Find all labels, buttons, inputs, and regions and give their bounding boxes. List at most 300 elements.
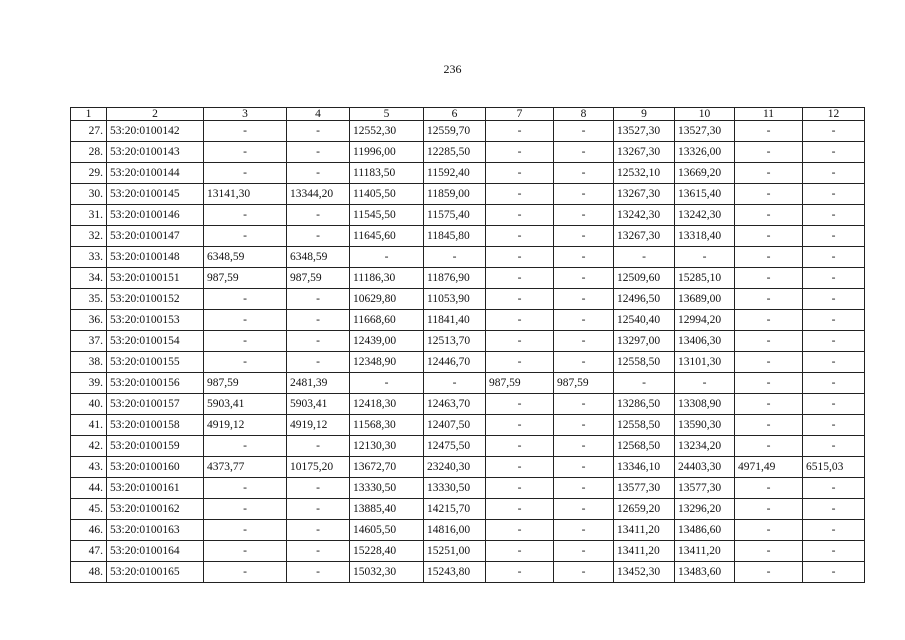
table-cell-col-8: - [554, 268, 614, 289]
table-cell-col-2: 53:20:0100154 [107, 331, 204, 352]
column-header-3: 3 [204, 108, 287, 121]
table-cell-col-11: - [735, 142, 803, 163]
table-cell-col-7: 987,59 [486, 373, 554, 394]
table-cell-col-2: 53:20:0100155 [107, 352, 204, 373]
table-cell-col-5: 10629,80 [350, 289, 424, 310]
table-cell-col-11: - [735, 268, 803, 289]
table-cell-col-8: - [554, 121, 614, 142]
table-cell-col-11: - [735, 121, 803, 142]
table-cell-col-12: - [803, 268, 865, 289]
table-cell-col-2: 53:20:0100145 [107, 184, 204, 205]
table-cell-col-5: 11186,30 [350, 268, 424, 289]
table-cell-col-4: - [287, 520, 350, 541]
table-cell-col-4: - [287, 478, 350, 499]
table-cell-col-9: 13411,20 [614, 520, 675, 541]
table-cell-col-7: - [486, 436, 554, 457]
table-cell-col-9: 12496,50 [614, 289, 675, 310]
table-cell-col-8: - [554, 226, 614, 247]
table-row [71, 289, 865, 310]
table-cell-col-4: - [287, 121, 350, 142]
table-cell-col-5: 12418,30 [350, 394, 424, 415]
table-row [71, 499, 865, 520]
table-cell-col-7: - [486, 226, 554, 247]
table-cell-col-6: 23240,30 [424, 457, 486, 478]
table-cell-col-5: 11668,60 [350, 310, 424, 331]
table-cell-col-1: 48. [71, 562, 107, 583]
table-cell-col-11: - [735, 394, 803, 415]
table-cell-col-2: 53:20:0100144 [107, 163, 204, 184]
table-cell-col-1: 44. [71, 478, 107, 499]
table-cell-col-11: - [735, 352, 803, 373]
table-cell-col-12: - [803, 184, 865, 205]
table-row [71, 562, 865, 583]
table-cell-col-8: - [554, 520, 614, 541]
table-cell-col-1: 41. [71, 415, 107, 436]
table-cell-col-3: 13141,30 [204, 184, 287, 205]
table-cell-col-3: 987,59 [204, 268, 287, 289]
table-cell-col-12: - [803, 226, 865, 247]
table-cell-col-11: - [735, 478, 803, 499]
table-cell-col-7: - [486, 415, 554, 436]
table-cell-col-11: - [735, 289, 803, 310]
table-cell-col-10: 13234,20 [675, 436, 735, 457]
table-cell-col-7: - [486, 331, 554, 352]
table-cell-col-7: - [486, 205, 554, 226]
table-cell-col-5: 11996,00 [350, 142, 424, 163]
table-cell-col-10: 13669,20 [675, 163, 735, 184]
table-cell-col-12: - [803, 142, 865, 163]
table-cell-col-6: 12285,50 [424, 142, 486, 163]
table-cell-col-5: 12552,30 [350, 121, 424, 142]
table-cell-col-6: 14215,70 [424, 499, 486, 520]
table-cell-col-6: 11592,40 [424, 163, 486, 184]
table-cell-col-10: 12994,20 [675, 310, 735, 331]
table-cell-col-6: 13330,50 [424, 478, 486, 499]
table-cell-col-4: - [287, 331, 350, 352]
table-cell-col-8: - [554, 352, 614, 373]
table-cell-col-3: - [204, 121, 287, 142]
table-cell-col-3: - [204, 541, 287, 562]
table-cell-col-12: - [803, 415, 865, 436]
column-header-6: 6 [424, 108, 486, 121]
table-cell-col-9: 12532,10 [614, 163, 675, 184]
table-cell-col-2: 53:20:0100143 [107, 142, 204, 163]
table-cell-col-3: - [204, 478, 287, 499]
table-cell-col-2: 53:20:0100164 [107, 541, 204, 562]
table-cell-col-11: - [735, 205, 803, 226]
table-cell-col-10: - [675, 247, 735, 268]
table-cell-col-11: - [735, 310, 803, 331]
column-header-8: 8 [554, 108, 614, 121]
table-cell-col-12: 6515,03 [803, 457, 865, 478]
table-cell-col-10: 13689,00 [675, 289, 735, 310]
table-cell-col-12: - [803, 478, 865, 499]
table-cell-col-10: 13296,20 [675, 499, 735, 520]
table-cell-col-12: - [803, 289, 865, 310]
table-cell-col-10: 13577,30 [675, 478, 735, 499]
table-cell-col-10: 13411,20 [675, 541, 735, 562]
table-cell-col-7: - [486, 247, 554, 268]
table-cell-col-2: 53:20:0100146 [107, 205, 204, 226]
table-cell-col-1: 46. [71, 520, 107, 541]
table-cell-col-11: 4971,49 [735, 457, 803, 478]
table-cell-col-3: - [204, 226, 287, 247]
table-cell-col-7: - [486, 394, 554, 415]
table-cell-col-6: 11859,00 [424, 184, 486, 205]
table-cell-col-10: 13318,40 [675, 226, 735, 247]
table-row [71, 121, 865, 142]
column-header-9: 9 [614, 108, 675, 121]
table-cell-col-7: - [486, 184, 554, 205]
table-cell-col-6: 12559,70 [424, 121, 486, 142]
table-cell-col-1: 39. [71, 373, 107, 394]
table-row [71, 415, 865, 436]
table-cell-col-10: 13486,60 [675, 520, 735, 541]
table-cell-col-7: - [486, 163, 554, 184]
table-cell-col-4: 987,59 [287, 268, 350, 289]
table-cell-col-5: 12348,90 [350, 352, 424, 373]
table-cell-col-9: 13452,30 [614, 562, 675, 583]
table-cell-col-12: - [803, 373, 865, 394]
table-cell-col-2: 53:20:0100157 [107, 394, 204, 415]
table-cell-col-6: - [424, 247, 486, 268]
table-cell-col-6: 11053,90 [424, 289, 486, 310]
table-cell-col-6: 15243,80 [424, 562, 486, 583]
table-cell-col-12: - [803, 394, 865, 415]
header-row [71, 108, 865, 121]
table-row [71, 436, 865, 457]
table-cell-col-6: 12463,70 [424, 394, 486, 415]
table-cell-col-7: - [486, 289, 554, 310]
table-cell-col-9: 12568,50 [614, 436, 675, 457]
table-cell-col-7: - [486, 352, 554, 373]
table-cell-col-7: - [486, 268, 554, 289]
table-cell-col-4: - [287, 436, 350, 457]
table-row [71, 520, 865, 541]
table-cell-col-3: - [204, 499, 287, 520]
table-cell-col-5: - [350, 373, 424, 394]
table-cell-col-5: - [350, 247, 424, 268]
column-header-12: 12 [803, 108, 865, 121]
table-cell-col-7: - [486, 562, 554, 583]
table-cell-col-9: 13411,20 [614, 541, 675, 562]
table-cell-col-8: 987,59 [554, 373, 614, 394]
table-cell-col-6: 11575,40 [424, 205, 486, 226]
table-cell-col-8: - [554, 415, 614, 436]
table-cell-col-9: 13286,50 [614, 394, 675, 415]
table-cell-col-3: - [204, 520, 287, 541]
table-cell-col-3: - [204, 163, 287, 184]
table-cell-col-6: 12407,50 [424, 415, 486, 436]
table-cell-col-3: - [204, 205, 287, 226]
table-cell-col-5: 13330,50 [350, 478, 424, 499]
table-cell-col-1: 42. [71, 436, 107, 457]
table-cell-col-7: - [486, 541, 554, 562]
table-cell-col-9: 12540,40 [614, 310, 675, 331]
table-row [71, 205, 865, 226]
table-cell-col-6: 14816,00 [424, 520, 486, 541]
table-cell-col-8: - [554, 310, 614, 331]
table-cell-col-6: - [424, 373, 486, 394]
table-cell-col-5: 11545,50 [350, 205, 424, 226]
table-cell-col-3: - [204, 289, 287, 310]
table-cell-col-1: 28. [71, 142, 107, 163]
table-cell-col-2: 53:20:0100142 [107, 121, 204, 142]
column-header-1: 1 [71, 108, 107, 121]
table-cell-col-11: - [735, 436, 803, 457]
table-cell-col-10: 13101,30 [675, 352, 735, 373]
table-cell-col-5: 11568,30 [350, 415, 424, 436]
table-cell-col-5: 13885,40 [350, 499, 424, 520]
table-cell-col-11: - [735, 163, 803, 184]
table-cell-col-2: 53:20:0100148 [107, 247, 204, 268]
table-cell-col-10: - [675, 373, 735, 394]
column-header-4: 4 [287, 108, 350, 121]
table-cell-col-4: 4919,12 [287, 415, 350, 436]
table-cell-col-1: 43. [71, 457, 107, 478]
table-row [71, 352, 865, 373]
table-cell-col-9: 13267,30 [614, 184, 675, 205]
table-cell-col-6: 15251,00 [424, 541, 486, 562]
table-cell-col-3: 4373,77 [204, 457, 287, 478]
table-cell-col-10: 13406,30 [675, 331, 735, 352]
table-cell-col-10: 13483,60 [675, 562, 735, 583]
table-cell-col-8: - [554, 331, 614, 352]
table-cell-col-9: 12558,50 [614, 415, 675, 436]
table-cell-col-11: - [735, 226, 803, 247]
table-header [71, 108, 865, 121]
table-cell-col-9: 12659,20 [614, 499, 675, 520]
table-cell-col-9: 13242,30 [614, 205, 675, 226]
data-table [70, 107, 865, 583]
table-cell-col-1: 40. [71, 394, 107, 415]
table-cell-col-6: 11876,90 [424, 268, 486, 289]
table-cell-col-6: 11845,80 [424, 226, 486, 247]
table-cell-col-8: - [554, 142, 614, 163]
table-cell-col-9: 13527,30 [614, 121, 675, 142]
table-cell-col-9: 13346,10 [614, 457, 675, 478]
table-cell-col-8: - [554, 457, 614, 478]
table-cell-col-3: 4919,12 [204, 415, 287, 436]
table-cell-col-4: - [287, 541, 350, 562]
table-cell-col-2: 53:20:0100163 [107, 520, 204, 541]
table-cell-col-2: 53:20:0100151 [107, 268, 204, 289]
table-cell-col-7: - [486, 457, 554, 478]
table-cell-col-6: 12513,70 [424, 331, 486, 352]
table-cell-col-11: - [735, 373, 803, 394]
table-cell-col-5: 12439,00 [350, 331, 424, 352]
table-row [71, 226, 865, 247]
table-cell-col-7: - [486, 142, 554, 163]
table-cell-col-8: - [554, 436, 614, 457]
table-cell-col-3: 987,59 [204, 373, 287, 394]
table-cell-col-12: - [803, 163, 865, 184]
table-cell-col-4: 10175,20 [287, 457, 350, 478]
table-cell-col-1: 45. [71, 499, 107, 520]
table-cell-col-1: 30. [71, 184, 107, 205]
table-cell-col-11: - [735, 415, 803, 436]
table-cell-col-8: - [554, 562, 614, 583]
table-cell-col-2: 53:20:0100156 [107, 373, 204, 394]
table-cell-col-8: - [554, 478, 614, 499]
table-cell-col-1: 29. [71, 163, 107, 184]
table-cell-col-9: 13577,30 [614, 478, 675, 499]
table-cell-col-3: - [204, 352, 287, 373]
table-row [71, 331, 865, 352]
table-cell-col-5: 15032,30 [350, 562, 424, 583]
table-cell-col-2: 53:20:0100153 [107, 310, 204, 331]
table-cell-col-11: - [735, 184, 803, 205]
table-cell-col-8: - [554, 163, 614, 184]
table-cell-col-4: - [287, 142, 350, 163]
table-row [71, 457, 865, 478]
table-cell-col-6: 12475,50 [424, 436, 486, 457]
table-cell-col-12: - [803, 541, 865, 562]
table-cell-col-8: - [554, 184, 614, 205]
table-cell-col-2: 53:20:0100165 [107, 562, 204, 583]
column-header-2: 2 [107, 108, 204, 121]
table-cell-col-2: 53:20:0100160 [107, 457, 204, 478]
table-cell-col-8: - [554, 289, 614, 310]
column-header-11: 11 [735, 108, 803, 121]
table-body [71, 121, 865, 583]
table-cell-col-12: - [803, 499, 865, 520]
table-cell-col-11: - [735, 520, 803, 541]
table-cell-col-11: - [735, 247, 803, 268]
table-cell-col-9: - [614, 247, 675, 268]
table-cell-col-7: - [486, 478, 554, 499]
table-row [71, 268, 865, 289]
column-header-7: 7 [486, 108, 554, 121]
table-cell-col-11: - [735, 541, 803, 562]
table-cell-col-12: - [803, 331, 865, 352]
table-cell-col-9: 13267,30 [614, 226, 675, 247]
table-cell-col-2: 53:20:0100152 [107, 289, 204, 310]
table-cell-col-2: 53:20:0100159 [107, 436, 204, 457]
table-cell-col-3: 5903,41 [204, 394, 287, 415]
table-cell-col-7: - [486, 121, 554, 142]
table-cell-col-10: 13590,30 [675, 415, 735, 436]
table-cell-col-3: - [204, 436, 287, 457]
table-cell-col-9: 12558,50 [614, 352, 675, 373]
table-row [71, 394, 865, 415]
column-header-10: 10 [675, 108, 735, 121]
table-row [71, 310, 865, 331]
table-row [71, 184, 865, 205]
table-cell-col-2: 53:20:0100147 [107, 226, 204, 247]
table-cell-col-1: 34. [71, 268, 107, 289]
table-cell-col-1: 36. [71, 310, 107, 331]
table-cell-col-4: - [287, 499, 350, 520]
table-cell-col-12: - [803, 520, 865, 541]
table-cell-col-4: 6348,59 [287, 247, 350, 268]
table-cell-col-12: - [803, 121, 865, 142]
table-cell-col-5: 11183,50 [350, 163, 424, 184]
table-cell-col-3: - [204, 310, 287, 331]
table-cell-col-4: 5903,41 [287, 394, 350, 415]
table-cell-col-4: - [287, 310, 350, 331]
table-cell-col-1: 31. [71, 205, 107, 226]
table-cell-col-4: - [287, 163, 350, 184]
table-cell-col-5: 14605,50 [350, 520, 424, 541]
page-number: 236 [443, 62, 462, 76]
table-cell-col-3: 6348,59 [204, 247, 287, 268]
table-cell-col-9: 13297,00 [614, 331, 675, 352]
table-cell-col-10: 13326,00 [675, 142, 735, 163]
table-row [71, 142, 865, 163]
table-cell-col-2: 53:20:0100162 [107, 499, 204, 520]
table-cell-col-1: 47. [71, 541, 107, 562]
table-cell-col-5: 15228,40 [350, 541, 424, 562]
table-cell-col-9: - [614, 373, 675, 394]
table-cell-col-10: 13615,40 [675, 184, 735, 205]
table-cell-col-1: 32. [71, 226, 107, 247]
table-cell-col-4: - [287, 562, 350, 583]
table-row [71, 373, 865, 394]
table-cell-col-11: - [735, 499, 803, 520]
table-cell-col-7: - [486, 499, 554, 520]
table-cell-col-8: - [554, 247, 614, 268]
table-cell-col-7: - [486, 310, 554, 331]
table-cell-col-4: 2481,39 [287, 373, 350, 394]
table-cell-col-8: - [554, 541, 614, 562]
table-cell-col-4: - [287, 226, 350, 247]
table-cell-col-12: - [803, 436, 865, 457]
table-cell-col-3: - [204, 331, 287, 352]
table-cell-col-12: - [803, 562, 865, 583]
table-cell-col-3: - [204, 142, 287, 163]
table-cell-col-8: - [554, 394, 614, 415]
table-row [71, 163, 865, 184]
table-cell-col-10: 13527,30 [675, 121, 735, 142]
table-cell-col-3: - [204, 562, 287, 583]
table-cell-col-12: - [803, 247, 865, 268]
table-cell-col-9: 12509,60 [614, 268, 675, 289]
table-cell-col-5: 12130,30 [350, 436, 424, 457]
table-cell-col-7: - [486, 520, 554, 541]
table-cell-col-10: 15285,10 [675, 268, 735, 289]
table-cell-col-2: 53:20:0100158 [107, 415, 204, 436]
table-row [71, 247, 865, 268]
table-cell-col-8: - [554, 499, 614, 520]
table-cell-col-2: 53:20:0100161 [107, 478, 204, 499]
table-cell-col-5: 11645,60 [350, 226, 424, 247]
table-cell-col-1: 35. [71, 289, 107, 310]
table-cell-col-4: - [287, 352, 350, 373]
table-cell-col-5: 11405,50 [350, 184, 424, 205]
table-cell-col-4: 13344,20 [287, 184, 350, 205]
table-cell-col-6: 11841,40 [424, 310, 486, 331]
table-cell-col-10: 13242,30 [675, 205, 735, 226]
table-cell-col-4: - [287, 289, 350, 310]
table-row [71, 478, 865, 499]
table-cell-col-11: - [735, 562, 803, 583]
table-cell-col-10: 24403,30 [675, 457, 735, 478]
table-cell-col-4: - [287, 205, 350, 226]
table-cell-col-6: 12446,70 [424, 352, 486, 373]
table-cell-col-12: - [803, 310, 865, 331]
table-cell-col-1: 38. [71, 352, 107, 373]
table-cell-col-1: 33. [71, 247, 107, 268]
table-cell-col-12: - [803, 352, 865, 373]
table-cell-col-12: - [803, 205, 865, 226]
table-cell-col-5: 13672,70 [350, 457, 424, 478]
column-header-5: 5 [350, 108, 424, 121]
table-cell-col-1: 37. [71, 331, 107, 352]
table-cell-col-1: 27. [71, 121, 107, 142]
table-cell-col-9: 13267,30 [614, 142, 675, 163]
table-cell-col-10: 13308,90 [675, 394, 735, 415]
